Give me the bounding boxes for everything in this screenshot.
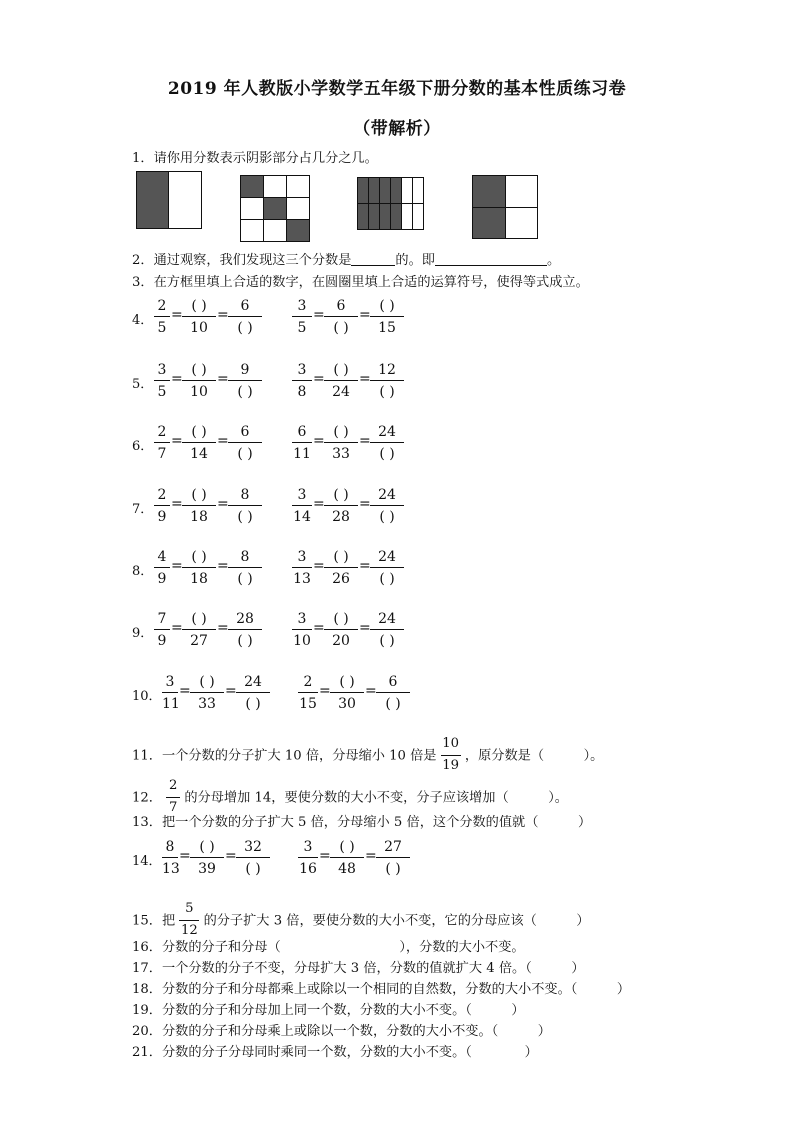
fraction xyxy=(370,548,404,588)
numerator[interactable]: ( ) xyxy=(191,487,207,503)
numerator[interactable]: 27 xyxy=(384,839,402,855)
numerator[interactable]: 8 xyxy=(165,839,175,855)
page-title: 2019 年人教版小学数学五年级下册分数的基本性质练习卷 xyxy=(167,79,627,99)
numerator[interactable]: ( ) xyxy=(333,424,349,440)
fraction xyxy=(154,297,170,337)
equation-row xyxy=(132,610,432,650)
numerator[interactable]: 2 xyxy=(303,674,313,690)
numerator[interactable]: 3 xyxy=(297,298,307,314)
numerator[interactable]: 2 xyxy=(157,424,167,440)
numerator[interactable]: 24 xyxy=(244,674,262,690)
denominator[interactable]: 10 xyxy=(293,633,311,649)
fraction xyxy=(292,610,312,650)
numerator[interactable]: 6 xyxy=(297,424,307,440)
numerator[interactable]: ( ) xyxy=(199,839,215,855)
denominator[interactable]: ( ) xyxy=(245,696,261,712)
fraction-bar xyxy=(182,629,216,630)
question-11: 11．一个分数的分子扩大 10 倍，分母缩小 10 倍是 $\frac{10}{19}$ ，原分数是（ ）。 xyxy=(132,736,603,776)
denominator[interactable]: 18 xyxy=(190,571,208,587)
fraction-bar xyxy=(292,380,312,381)
fraction-bar xyxy=(154,505,170,506)
question-number: 4． xyxy=(132,313,154,328)
denominator[interactable]: ( ) xyxy=(379,509,395,525)
equals-sign: = xyxy=(217,433,229,449)
fraction-bar xyxy=(236,857,270,858)
fraction: $\frac{10}{19}$ xyxy=(442,736,460,773)
numerator[interactable]: ( ) xyxy=(333,611,349,627)
equals-sign: = xyxy=(217,620,229,636)
figure-grid-3x3 xyxy=(240,175,310,242)
equals-sign: = xyxy=(217,496,229,512)
denominator[interactable]: 9 xyxy=(157,571,167,587)
equals-sign: = xyxy=(313,558,325,574)
fraction xyxy=(154,361,170,401)
fraction xyxy=(324,361,358,401)
figure-grid-2x2 xyxy=(472,175,538,239)
fraction-bar xyxy=(162,857,178,858)
fraction xyxy=(228,297,262,337)
denominator[interactable]: ( ) xyxy=(237,571,253,587)
numerator[interactable]: 3 xyxy=(297,549,307,565)
equals-sign: = xyxy=(217,371,229,387)
equals-sign: = xyxy=(171,496,183,512)
fraction: $\frac{5}{12}$ xyxy=(180,901,198,938)
denominator[interactable]: ( ) xyxy=(379,571,395,587)
numerator[interactable]: 3 xyxy=(157,362,167,378)
fraction-bar xyxy=(292,567,312,568)
fraction-bar xyxy=(376,692,410,693)
denominator[interactable]: ( ) xyxy=(237,633,253,649)
fraction xyxy=(162,838,178,878)
equals-sign: = xyxy=(365,683,377,699)
fraction-bar xyxy=(298,857,318,858)
fraction-bar xyxy=(228,505,262,506)
question-number: 6． xyxy=(132,439,154,454)
fraction-bar xyxy=(292,629,312,630)
fraction xyxy=(292,297,312,337)
fraction xyxy=(154,486,170,526)
equals-sign: = xyxy=(319,683,331,699)
fraction-bar xyxy=(182,567,216,568)
fraction xyxy=(298,838,318,878)
fraction xyxy=(182,548,216,588)
denominator[interactable]: 24 xyxy=(332,384,350,400)
question-number: 9． xyxy=(132,626,154,641)
fraction-bar xyxy=(228,629,262,630)
fraction-bar xyxy=(324,442,358,443)
fraction xyxy=(324,486,358,526)
denominator[interactable]: 10 xyxy=(190,320,208,336)
fraction-bar xyxy=(154,316,170,317)
fraction-bar xyxy=(330,692,364,693)
equals-sign: = xyxy=(359,371,371,387)
fraction-bar xyxy=(154,442,170,443)
equation-row xyxy=(132,838,432,878)
fraction-bar xyxy=(236,692,270,693)
equals-sign: = xyxy=(359,496,371,512)
fraction xyxy=(228,423,262,463)
numerator[interactable]: 3 xyxy=(297,611,307,627)
fraction-bar xyxy=(182,316,216,317)
fraction-bar xyxy=(154,380,170,381)
denominator[interactable]: 5 xyxy=(157,320,167,336)
fraction-bar xyxy=(324,567,358,568)
fraction xyxy=(330,673,364,713)
numerator[interactable]: 3 xyxy=(297,362,307,378)
fraction xyxy=(228,610,262,650)
denominator[interactable]: 10 xyxy=(190,384,208,400)
question-number: 5． xyxy=(132,377,154,392)
question-17: 17．一个分数的分子不变，分母扩大 3 倍，分数的值就扩大 4 倍。（ ） xyxy=(132,961,585,976)
numerator[interactable]: 6 xyxy=(336,298,346,314)
fraction-bar xyxy=(190,857,224,858)
denominator[interactable]: ( ) xyxy=(245,861,261,877)
numerator[interactable]: 3 xyxy=(165,674,175,690)
page-subtitle: （带解析） xyxy=(353,119,441,139)
denominator[interactable]: 30 xyxy=(338,696,356,712)
denominator[interactable]: ( ) xyxy=(237,509,253,525)
numerator[interactable]: 7 xyxy=(157,611,167,627)
fraction xyxy=(154,548,170,588)
question-15: 15．把 $\frac{5}{12}$ 的分子扩大 3 倍，要使分数的大小不变，它的分母应该（ ） xyxy=(132,901,590,941)
fraction xyxy=(376,838,410,878)
equals-sign: = xyxy=(313,307,325,323)
fraction xyxy=(370,297,404,337)
fraction xyxy=(182,297,216,337)
fraction xyxy=(376,673,410,713)
fraction xyxy=(370,610,404,650)
fraction xyxy=(162,673,178,713)
fraction xyxy=(292,548,312,588)
fraction xyxy=(182,423,216,463)
fraction xyxy=(236,673,270,713)
equals-sign: = xyxy=(313,371,325,387)
equals-sign: = xyxy=(365,848,377,864)
denominator[interactable]: 18 xyxy=(190,509,208,525)
equation-row xyxy=(132,361,432,401)
fraction-bar xyxy=(324,505,358,506)
fraction-bar xyxy=(228,442,262,443)
equals-sign: = xyxy=(359,620,371,636)
equals-sign: = xyxy=(359,307,371,323)
equation-row xyxy=(132,423,432,463)
denominator[interactable]: 8 xyxy=(297,384,307,400)
denominator[interactable]: 20 xyxy=(332,633,350,649)
equals-sign: = xyxy=(319,848,331,864)
fraction-bar xyxy=(370,505,404,506)
denominator[interactable]: 33 xyxy=(198,696,216,712)
equals-sign: = xyxy=(313,620,325,636)
denominator[interactable]: 11 xyxy=(162,696,180,712)
equals-sign: = xyxy=(171,307,183,323)
question-2: 2．通过观察，我们发现这三个分数是 的。即 。 xyxy=(132,253,561,268)
fraction xyxy=(190,838,224,878)
denominator[interactable]: 27 xyxy=(190,633,208,649)
fraction xyxy=(292,486,312,526)
equation-row xyxy=(132,297,432,337)
fraction xyxy=(190,673,224,713)
numerator[interactable]: 3 xyxy=(303,839,313,855)
fraction-bar xyxy=(292,316,312,317)
fraction xyxy=(154,610,170,650)
numerator[interactable]: ( ) xyxy=(199,674,215,690)
denominator[interactable]: 15 xyxy=(299,696,317,712)
fraction xyxy=(228,548,262,588)
denominator[interactable]: 15 xyxy=(378,320,396,336)
answer-blank[interactable] xyxy=(351,252,395,266)
fraction xyxy=(236,838,270,878)
fraction xyxy=(324,610,358,650)
denominator[interactable]: 48 xyxy=(338,861,356,877)
equals-sign: = xyxy=(179,683,191,699)
numerator[interactable]: 28 xyxy=(236,611,254,627)
question-number: 8． xyxy=(132,564,154,579)
equals-sign: = xyxy=(171,371,183,387)
denominator[interactable]: ( ) xyxy=(237,384,253,400)
fraction-bar xyxy=(154,567,170,568)
question-1: 1．请你用分数表示阴影部分占几分之几。 xyxy=(132,151,378,166)
fraction-bar xyxy=(324,380,358,381)
denominator[interactable]: 33 xyxy=(332,446,350,462)
denominator[interactable]: 14 xyxy=(190,446,208,462)
denominator[interactable]: ( ) xyxy=(237,446,253,462)
fraction xyxy=(370,486,404,526)
fraction xyxy=(228,361,262,401)
equals-sign: = xyxy=(171,558,183,574)
equals-sign: = xyxy=(217,558,229,574)
equals-sign: = xyxy=(225,848,237,864)
numerator[interactable]: 24 xyxy=(378,487,396,503)
fraction-bar xyxy=(324,629,358,630)
fraction-bar xyxy=(370,380,404,381)
fraction: $\frac{2}{7}$ xyxy=(166,778,180,818)
denominator[interactable]: 39 xyxy=(198,861,216,877)
question-number: 10． xyxy=(132,689,162,704)
numerator[interactable]: 24 xyxy=(378,549,396,565)
fraction-bar xyxy=(228,567,262,568)
denominator[interactable]: 14 xyxy=(293,509,311,525)
question-19: 19．分数的分子和分母加上同一个数，分数的大小不变。（ ） xyxy=(132,1003,525,1018)
equals-sign: = xyxy=(171,620,183,636)
denominator[interactable]: 13 xyxy=(293,571,311,587)
denominator[interactable]: 28 xyxy=(332,509,350,525)
answer-blank[interactable] xyxy=(435,252,547,266)
fraction-bar xyxy=(370,629,404,630)
denominator[interactable]: ( ) xyxy=(237,320,253,336)
fraction xyxy=(182,610,216,650)
denominator[interactable]: 13 xyxy=(162,861,180,877)
numerator[interactable]: 6 xyxy=(240,298,250,314)
equals-sign: = xyxy=(359,558,371,574)
numerator[interactable]: ( ) xyxy=(339,674,355,690)
numerator[interactable]: ( ) xyxy=(379,298,395,314)
fraction xyxy=(182,486,216,526)
fraction xyxy=(370,423,404,463)
question-12: 12． $\frac{2}{7}$ 的分母增加 14，要使分数的大小不变，分子应该增加（ ）。 xyxy=(132,778,568,818)
fraction-bar xyxy=(376,857,410,858)
fraction-bar xyxy=(190,692,224,693)
fraction-bar xyxy=(324,316,358,317)
numerator[interactable]: 12 xyxy=(378,362,396,378)
fraction xyxy=(292,361,312,401)
numerator[interactable]: ( ) xyxy=(333,549,349,565)
question-18: 18．分数的分子和分母都乘上或除以一个相同的自然数，分数的大小不变。（ ） xyxy=(132,982,631,997)
equals-sign: = xyxy=(313,496,325,512)
numerator[interactable]: ( ) xyxy=(333,362,349,378)
numerator[interactable]: 6 xyxy=(388,674,398,690)
numerator[interactable]: 9 xyxy=(240,362,250,378)
denominator[interactable]: 9 xyxy=(157,509,167,525)
fraction xyxy=(330,838,364,878)
fraction xyxy=(228,486,262,526)
fraction-bar xyxy=(154,629,170,630)
question-number: 14． xyxy=(132,854,162,869)
equals-sign: = xyxy=(171,433,183,449)
fraction xyxy=(182,361,216,401)
numerator[interactable]: 2 xyxy=(157,487,167,503)
fraction-bar xyxy=(298,692,318,693)
question-3: 3．在方框里填上合适的数字，在圆圈里填上合适的运算符号，使得等式成立。 xyxy=(132,275,589,290)
fraction-bar xyxy=(182,380,216,381)
numerator[interactable]: 8 xyxy=(240,487,250,503)
figure-grid-6x2 xyxy=(357,177,424,230)
denominator[interactable]: ( ) xyxy=(379,446,395,462)
numerator[interactable]: 4 xyxy=(157,549,167,565)
numerator[interactable]: ( ) xyxy=(333,487,349,503)
question-number: 7． xyxy=(132,502,154,517)
fraction-bar xyxy=(370,316,404,317)
numerator[interactable]: ( ) xyxy=(339,839,355,855)
figure-halves xyxy=(136,171,202,229)
equals-sign: = xyxy=(313,433,325,449)
equals-sign: = xyxy=(179,848,191,864)
numerator[interactable]: 6 xyxy=(240,424,250,440)
numerator[interactable]: 24 xyxy=(378,424,396,440)
numerator[interactable]: 24 xyxy=(378,611,396,627)
denominator[interactable]: 5 xyxy=(157,384,167,400)
fraction-bar xyxy=(228,316,262,317)
fraction xyxy=(324,297,358,337)
denominator[interactable]: 16 xyxy=(299,861,317,877)
question-21: 21．分数的分子分母同时乘同一个数，分数的大小不变。（ ） xyxy=(132,1045,538,1060)
denominator[interactable]: 11 xyxy=(293,446,311,462)
fraction-bar xyxy=(370,442,404,443)
denominator[interactable]: ( ) xyxy=(333,320,349,336)
fraction xyxy=(370,361,404,401)
fraction-bar xyxy=(292,442,312,443)
equals-sign: = xyxy=(359,433,371,449)
denominator[interactable]: 26 xyxy=(332,571,350,587)
numerator[interactable]: 2 xyxy=(157,298,167,314)
numerator[interactable]: ( ) xyxy=(191,424,207,440)
fraction-bar xyxy=(292,505,312,506)
denominator[interactable]: ( ) xyxy=(379,633,395,649)
numerator[interactable]: 8 xyxy=(240,549,250,565)
numerator[interactable]: 32 xyxy=(244,839,262,855)
fraction xyxy=(298,673,318,713)
question-20: 20．分数的分子和分母乘上或除以一个数，分数的大小不变。（ ） xyxy=(132,1024,551,1039)
fraction xyxy=(324,548,358,588)
equals-sign: = xyxy=(225,683,237,699)
fraction-bar xyxy=(182,442,216,443)
equation-row xyxy=(132,486,432,526)
denominator[interactable]: ( ) xyxy=(385,696,401,712)
equals-sign: = xyxy=(217,307,229,323)
fraction xyxy=(292,423,312,463)
question-13: 13．把一个分数的分子扩大 5 倍，分母缩小 5 倍，这个分数的值就（ ） xyxy=(132,815,592,830)
fraction-bar xyxy=(182,505,216,506)
numerator[interactable]: ( ) xyxy=(191,611,207,627)
equation-row xyxy=(132,548,432,588)
question-16: 16．分数的分子和分母（ ），分数的大小不变。 xyxy=(132,940,525,955)
denominator[interactable]: 7 xyxy=(157,446,167,462)
numerator[interactable]: ( ) xyxy=(191,362,207,378)
denominator[interactable]: 5 xyxy=(297,320,307,336)
fraction-bar xyxy=(330,857,364,858)
equation-row xyxy=(132,673,432,713)
denominator[interactable]: 9 xyxy=(157,633,167,649)
denominator[interactable]: ( ) xyxy=(385,861,401,877)
fraction-bar xyxy=(228,380,262,381)
fraction xyxy=(324,423,358,463)
numerator[interactable]: 3 xyxy=(297,487,307,503)
fraction-bar xyxy=(370,567,404,568)
numerator[interactable]: ( ) xyxy=(191,298,207,314)
fraction xyxy=(154,423,170,463)
fraction-bar xyxy=(162,692,178,693)
numerator[interactable]: ( ) xyxy=(191,549,207,565)
denominator[interactable]: ( ) xyxy=(379,384,395,400)
